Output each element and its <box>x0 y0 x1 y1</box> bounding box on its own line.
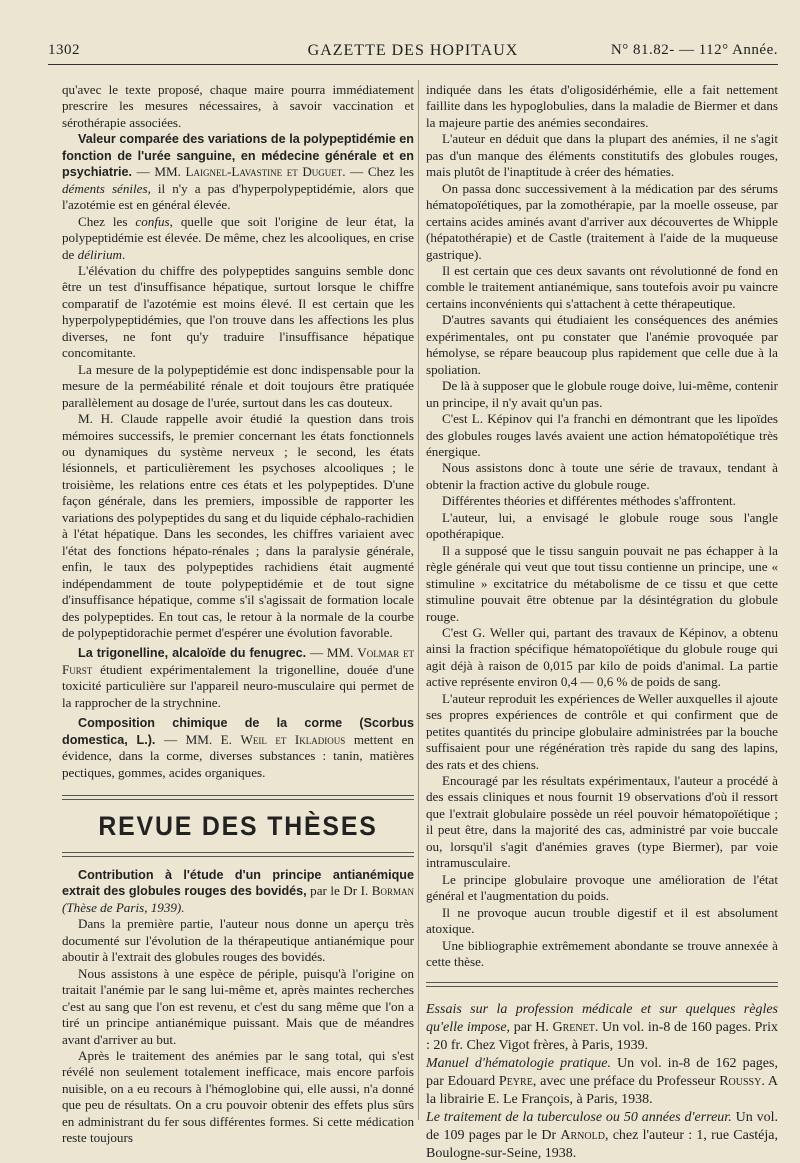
paragraph: M. H. Claude rappelle avoir étudié la question dans trois mémoires successifs, le premier concernant les états fonctionnels ou dynamiques du système nerveux ; le second, les états lésionnels, et particulièrement les psychoses alcooliques ; le troisième, les relations entre ces états et les polypeptides. D'une façon générale, dans les premiers, impossible de rapporter les variations des polypeptides du sang et du liquide céphalo-rachidien à l'état hépatique. Dans les secondes, les chiffres variaient avec l'état des fonctions hépato-rénales ; dans la paralysie générale, enfin, le taux des polypeptides rachidiens était augmenté indépendamment de toute polypeptidémie et de tout signe d'insuffisance hépatique, comme s'il s'agissait de formation locale des polypeptides. En tout cas, le retour à la normale de la courbe de polypeptidorachie permet d'espérer une évolution favorable. <box>62 411 414 640</box>
double-rule <box>62 852 414 857</box>
paragraph: La mesure de la polypeptidémie est donc indispensable pour la mesure de la perméabilité rénale et doit toujours être pratiquée parallèlement au dosage de l'urée, surtout dans les cas douteux. <box>62 361 414 410</box>
paragraph: indiquée dans les états d'oligosidérhémie, elle a fait nettement faillite dans les hypoglobulies, dans la maladie de Biermer et dans la majeure partie des anémies secondaires. <box>426 82 778 130</box>
author-names: Borman <box>371 883 414 899</box>
bibliography-entry: Manuel d'hématologie pratique. Un vol. in-8 de 162 pages, par Edouard Peyre, avec une préface du Professeur Roussy. A la librairie E. Le François, à Paris, 1938. <box>426 1056 778 1108</box>
paragraph: Une bibliographie extrêmement abondante se trouve annexée à cette thèse. <box>426 937 778 970</box>
paragraph: C'est G. Weller qui, partant des travaux de Képinov, a obtenu ainsi la fraction spécifique hématopoïétique du globule rouge qui agit déjà à raison de 0,015 par kilo de poids d'animal. La partie active représente environ 0,4 — 0,6 % de poids de sang. <box>426 624 778 690</box>
author-names: Laignel-Lavastine et Duguet. <box>185 164 346 180</box>
paragraph: Après le traitement des anémies par le sang total, qui s'est révélé non seulement totalement inefficace, mais encore parfois nuisible, on a eu recours à l'hémoglobine qui, elle aussi, n'a donné que peu de résultats. On a cru pouvoir obtenir des effets plus sûrs en administrant du fer sous différentes formes. Si cette médication reste toujours <box>62 1048 414 1146</box>
bibliography-entry: Essais sur la profession médicale et sur quelques règles qu'elle impose, par H. Grenet. Un vol. in-8 de 160 pages. Prix : 20 fr. Chez Vigot frères, à Paris, 1939. <box>426 1002 778 1054</box>
paragraph: Il a supposé que le tissu sanguin pouvait ne pas échapper à la règle générale qui veut que tout tissu contienne un principe, une « stimuline » excitatrice du métabolisme de ce tissu et que cette stimuline pouvait être obtenue par la désintégration du globule rouge. <box>426 542 778 624</box>
book-title: Le traitement de la tuberculose ou 50 années d'erreur. <box>426 1110 732 1126</box>
right-column <box>426 82 778 1163</box>
paragraph: Il ne provoque aucun trouble digestif et il est absolument atoxique. <box>426 904 778 937</box>
book-title: Manuel d'hématologie pratique. <box>426 1056 612 1072</box>
section-heading: Composition chimique de la corme (Scorbus domestica, L.). <box>62 716 414 747</box>
running-header <box>48 40 778 65</box>
paragraph: De là à supposer que le globule rouge doive, lui-même, contenir un principe, il n'y avait qu'un pas. <box>426 378 778 410</box>
paragraph: Différentes théories et différentes méthodes s'affrontent. <box>442 493 736 509</box>
thesis-reference: (Thèse de Paris, 1939). <box>62 899 185 915</box>
paragraph: Dans la première partie, l'auteur nous donne un aperçu très documenté sur l'évolution de la thérapeutique antianémique pour aboutir à l'extrait des globules rouges des bovidés. <box>62 916 414 965</box>
section-entry: Composition chimique de la corme (Scorbus domestica, L.). — MM. E. Weil et Ikladious mettent en évidence, dans la corme, diverses substances : tanin, matières pectiques, gommes, acides organiques. <box>62 716 414 780</box>
section-heading: La trigonelline, alcaloïde du fenugrec. <box>78 646 307 661</box>
paragraph: C'est L. Képinov qui l'a franchi en démontrant que les lipoïdes des globules rouges lavés avaient une action hématopoïétique très énergique. <box>426 411 778 459</box>
paragraph: Le principe globulaire provoque une amélioration de l'état général et l'augmentation du poids. <box>426 871 778 904</box>
paragraph: Nous assistons donc à toute une série de travaux, tendant à obtenir la fraction active du globule rouge. <box>426 460 778 492</box>
page-number: 1302 <box>48 42 80 58</box>
double-rule <box>62 795 414 800</box>
double-rule <box>426 982 778 987</box>
author-names: Weil et Ikladious <box>240 731 346 747</box>
column-divider <box>418 80 419 1120</box>
issue-number: N° 81.82- — 112° Année. <box>610 42 778 58</box>
paragraph: L'élévation du chiffre des polypeptides sanguins semble donc être un test d'insuffisance hépatique, surtout lorsque le chiffre comparatif de l'azotémie est moins élevé. Il est certain que les hyperpolypeptidémies, que l'on trouve dans les affections les plus diverses, ne font qu'y traduire l'insuffisance hépatique concomitante. <box>62 262 414 361</box>
paragraph: On passa donc successivement à la médication par des sérums hématopoïétiques, par la zomothérapie, par la moelle osseuse, par certains acides aminés avant d'arriver aux découvertes de Whipple (hépatothérapie) et de Castle (traitement à l'aide de la muqueuse gastrique). <box>426 180 778 262</box>
author-names: Grenet <box>552 1020 595 1036</box>
journal-title: GAZETTE DES HOPITAUX <box>307 42 519 59</box>
banner-title: REVUE DES THÈSES <box>98 811 378 842</box>
paragraph: Nous assistons à une espèce de périple, puisqu'à l'origine on traitait l'anémie par le sang lui-même et, après maintes recherches c'est au sang que l'on est revenu, et c'est du sang même que l'on a tiré un principe antianémique puissant. Mais que de méandres avant d'arriver au but. <box>62 965 414 1047</box>
section-entry: La trigonelline, alcaloïde du fenugrec. — MM. Volmar et Furst étudient expérimentalement la trigonelline, douée d'une toxicité particulière sur l'appareil neuro-musculaire qui permet de la rapprocher de la strychnine. <box>62 645 414 710</box>
author-names: Volmar et Furst <box>62 645 414 677</box>
paragraph: L'auteur en déduit que dans la plupart des anémies, il ne s'agit pas d'un manque des éléments constitutifs des globules rouges, mais plutôt de l'inaptitude à créer des hématies. <box>426 131 778 180</box>
left-column <box>62 82 414 1147</box>
thesis-entry: Contribution à l'étude d'un principe antianémique extrait des globules rouges des bovidés, par le Dr I. Borman (Thèse de Paris, 1939). <box>62 868 414 915</box>
paragraph: Encouragé par les résultats expérimentaux, l'auteur a procédé à des essais cliniques et nous fournit 19 observations d'où il ressort que l'extrait globulaire possède un réel pouvoir hématopoïétique ; il peut être, dans la majorité des cas, administré par voie buccale ou, lorsqu'il s'agit d'anémies graves (type Biermer), par voie intramusculaire. <box>426 773 778 871</box>
paragraph: qu'avec le texte proposé, chaque maire pourra immédiatement prescrire les mesures nécessaires, à savoir vaccination et sérothérapie associées. <box>62 82 414 130</box>
paragraph: L'auteur reproduit les expériences de Weller auxquelles il ajoute ses propres expériences de contrôle et qui confirment que de petites quantités du principe globulaire administrées par la bouche suffisaient pour une régénération très rapide du sang des lapins, des rats et des chiens. <box>426 690 778 772</box>
bibliography-entry: Le traitement de la tuberculose ou 50 années d'erreur. Un vol. de 109 pages par le Dr Arnold, chez l'auteur : 1, rue Castéja, Boulogne-sur-Seine, 1938. <box>426 1110 778 1162</box>
section-heading: Contribution à l'étude d'un principe antianémique extrait des globules rouges des bovidés, <box>62 868 414 899</box>
section-banner <box>62 795 414 857</box>
paragraph: D'autres savants qui étudiaient les conséquences des anémies expérimentales, ont pu constater que l'anémie provoquée par hémolyse, se répare beaucoup plus rapidement que celle due à la spoliation. <box>426 312 778 377</box>
paragraph: L'auteur, lui, a envisagé le globule rouge sous l'angle opothérapique. <box>426 509 778 542</box>
section-heading: Valeur comparée des variations de la polypeptidémie en fonction de l'urée sanguine, en médecine générale et en psychiatrie. <box>62 132 414 180</box>
paragraph: Il est certain que ces deux savants ont révolutionné de fond en comble le traitement antianémique, sans toutefois avoir pu vaincre certains inconvénients qui s'attachent à cette thérapeutique. <box>426 262 778 311</box>
section-entry: Valeur comparée des variations de la polypeptidémie en fonction de l'urée sanguine, en médecine générale et en psychiatrie. — MM. Laignel-Lavastine et Duguet. — Chez les déments séniles, il n'y a pas d'hyperpolypeptidémie, alors que l'azotémie est en général élevée. <box>62 132 414 213</box>
author-names: Arnold <box>560 1128 605 1144</box>
author-names: Roussy <box>719 1074 762 1090</box>
author-names: Peyre <box>498 1074 533 1090</box>
paragraph: Chez les confus, quelle que soit l'origine de leur état, la polypeptidémie est élevée. De même, chez les alcooliques, en crise de délirium. <box>62 213 414 262</box>
book-title: Essais sur la profession médicale et sur quelques règles qu'elle impose, <box>426 1002 778 1036</box>
